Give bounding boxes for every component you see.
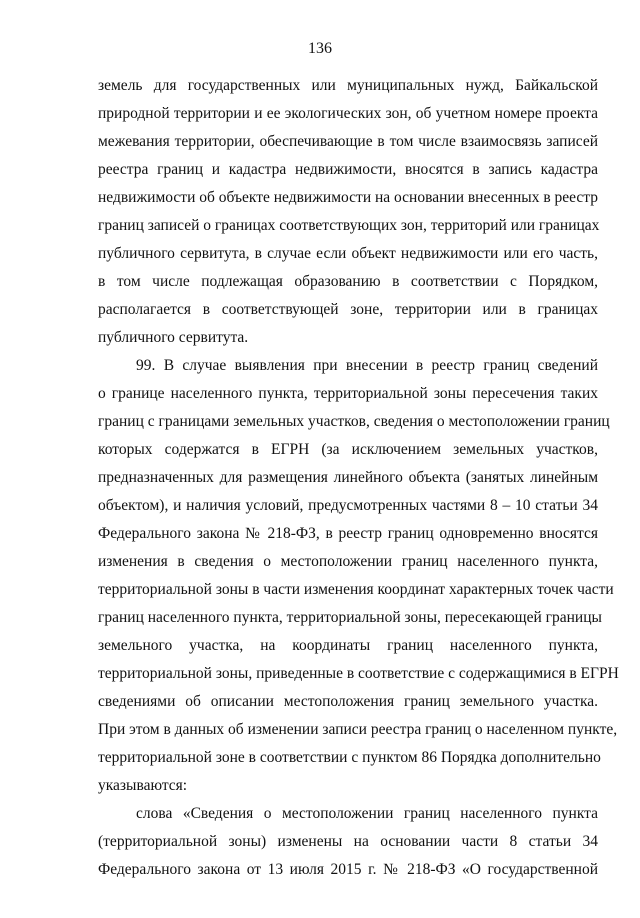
text-line: При этом в данных об изменении записи реестра границ о населенном пункте, (98, 721, 618, 738)
text-line: объектом), и наличия условий, предусмотренных частями 8 – 10 статьи 34 (98, 497, 598, 514)
text-line: предназначенных для размещения линейного объекта (занятых линейным (98, 469, 598, 486)
paragraph-first-line: 99. В случае выявления при внесении в реестр границ сведений (136, 357, 598, 374)
text-line: Федерального закона от 13 июля 2015 г. № 218-ФЗ «О государственной (98, 861, 598, 878)
text-line: территориальной зоне в соответствии с пунктом 86 Порядка дополнительно (98, 749, 601, 766)
text-line: недвижимости об объекте недвижимости на основании внесенных в реестр (98, 189, 598, 206)
text-line: реестра границ и кадастра недвижимости, вносятся в запись кадастра (98, 161, 598, 178)
text-line: о границе населенного пункта, территориальной зоны пересечения таких (98, 385, 598, 402)
text-line: публичного сервитута. (98, 329, 249, 346)
text-line: природной территории и ее экологических зон, об учетном номере проекта (98, 105, 598, 122)
text-line: границ с границами земельных участков, сведения о местоположении границ (98, 413, 610, 430)
text-line: территориальной зоны в части изменения координат характерных точек части (98, 581, 614, 598)
text-line: территориальной зоны, приведенные в соответствие с содержащимися в ЕГРН (98, 665, 619, 682)
text-line: в том числе подлежащая образованию в соответствии с Порядком, (98, 273, 598, 290)
text-line: границ населенного пункта, территориальной зоны, пересекающей границы (98, 609, 602, 626)
text-line: располагается в соответствующей зоне, территории или в границах (98, 301, 598, 318)
text-line: (территориальной зоны) изменены на основании части 8 статьи 34 (98, 833, 598, 850)
text-line: сведениями об описании местоположения границ земельного участка. (98, 693, 598, 710)
text-line: Федерального закона № 218-ФЗ, в реестр границ одновременно вносятся (98, 525, 598, 542)
text-line: земель для государственных или муниципальных нужд, Байкальской (98, 77, 598, 94)
page-number: 136 (308, 40, 332, 57)
paragraph-first-line: слова «Сведения о местоположении границ населенного пункта (136, 805, 598, 822)
text-line: изменения в сведения о местоположении границ населенного пункта, (98, 553, 598, 570)
text-line: указываются: (98, 777, 188, 794)
text-line: публичного сервитута, в случае если объект недвижимости или его часть, (98, 245, 598, 262)
text-line: которых содержатся в ЕГРН (за исключением земельных участков, (98, 441, 598, 458)
text-line: земельного участка, на координаты границ населенного пункта, (98, 637, 598, 654)
text-line: межевания территории, обеспечивающие в том числе взаимосвязь записей (98, 133, 598, 150)
text-line: границ записей о границах соответствующих зон, территорий или границах (98, 217, 600, 234)
